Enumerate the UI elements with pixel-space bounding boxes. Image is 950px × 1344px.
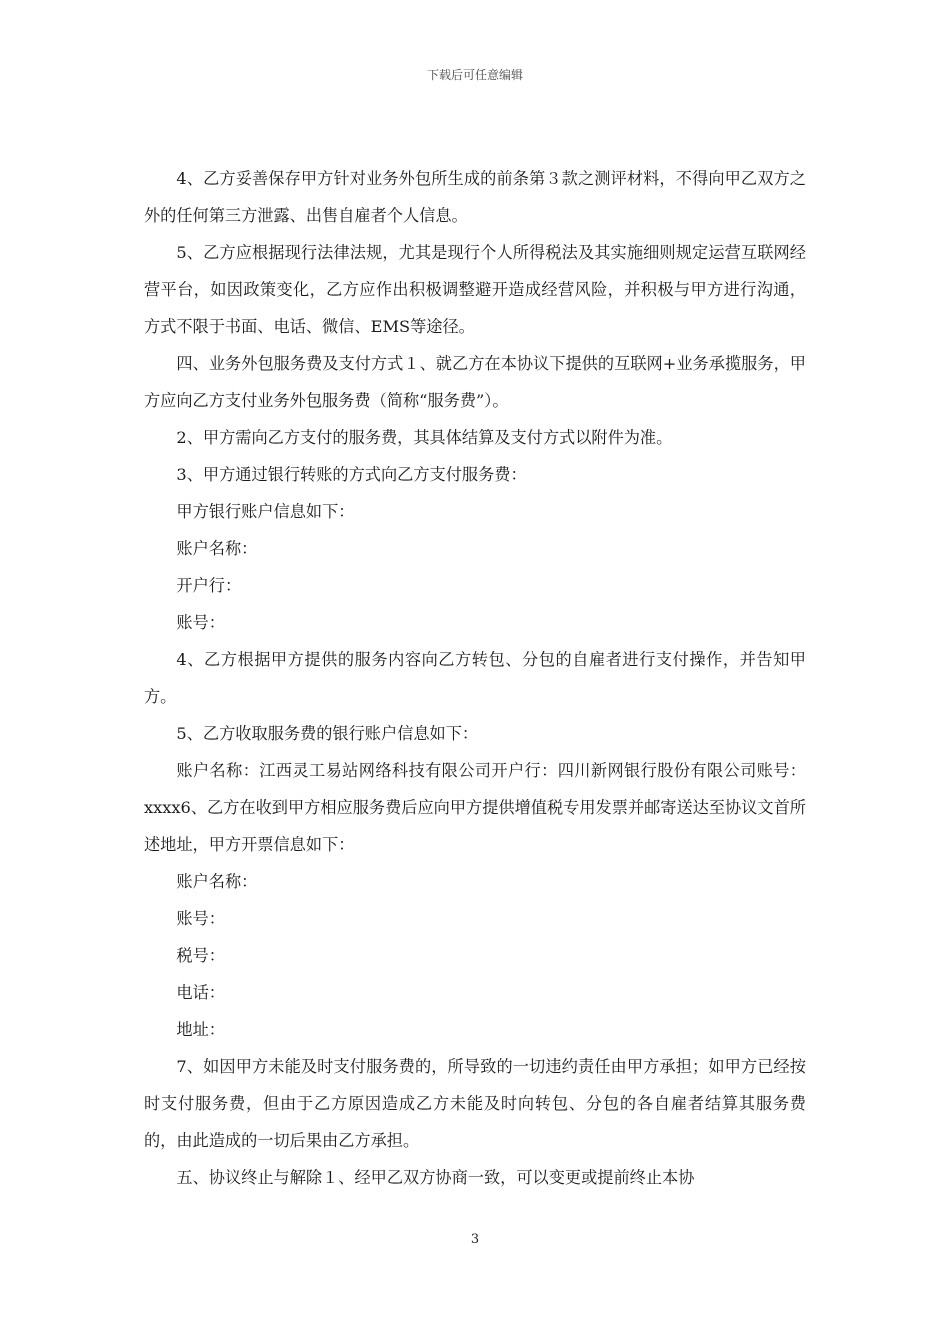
paragraph: 2、甲方需向乙方支付的服务费，其具体结算及支付方式以附件为准。 <box>176 428 673 447</box>
paragraph: 五、协议终止与解除１、经甲乙双方协商一致，可以变更或提前终止本协 <box>176 1168 695 1187</box>
paragraph: 5、乙方收取服务费的银行账户信息如下： <box>176 724 479 743</box>
paragraph: 4、乙方根据甲方提供的服务内容向乙方转包、分包的自雇者进行支付操作，并告知甲方。 <box>144 650 806 706</box>
field-label: 账号： <box>176 909 225 928</box>
field-label: 账户名称： <box>176 539 258 558</box>
field-label: 账号： <box>176 613 225 632</box>
paragraph: 7、如因甲方未能及时支付服务费的，所导致的一切违约责任由甲方承担；如甲方已经按时支付服务费，但由于乙方原因造成乙方未能及时向转包、分包的各自雇者结算其服务费的，由此造成的一切后果由乙方承担。 <box>144 1057 806 1150</box>
field-label: 电话： <box>176 983 225 1002</box>
paragraph: 账户名称：江西灵工易站网络科技有限公司开户行：四川新网银行股份有限公司账号：xxxx6、乙方在收到甲方相应服务费后应向甲方提供增值税专用发票并邮寄送达至协议文首所述地址，甲方开票信息如下： <box>144 761 806 854</box>
field-label: 税号： <box>176 946 225 965</box>
document-body <box>144 160 806 1196</box>
paragraph: 4、乙方妥善保存甲方针对业务外包所生成的前条第３款之测评材料，不得向甲乙双方之外的任何第三方泄露、出售自雇者个人信息。 <box>144 169 806 225</box>
paragraph: 3、甲方通过银行转账的方式向乙方支付服务费： <box>176 465 527 484</box>
paragraph: 5、乙方应根据现行法律法规，尤其是现行个人所得税法及其实施细则规定运营互联网经营平台，如因政策变化，乙方应作出积极调整避开造成经营风险，并积极与甲方进行沟通，方式不限于书面、电话、微信、EMS等途径。 <box>144 243 806 336</box>
field-label: 地址： <box>176 1020 225 1039</box>
page-header: 下载后可任意编辑 <box>426 68 523 82</box>
paragraph: 四、业务外包服务费及支付方式１、就乙方在本协议下提供的互联网+业务承揽服务，甲方应向乙方支付业务外包服务费（简称“服务费”）。 <box>144 354 806 410</box>
page-number: 3 <box>470 1232 480 1247</box>
paragraph: 甲方银行账户信息如下： <box>176 502 355 521</box>
field-label: 开户行： <box>176 576 242 595</box>
field-label: 账户名称： <box>176 872 258 891</box>
